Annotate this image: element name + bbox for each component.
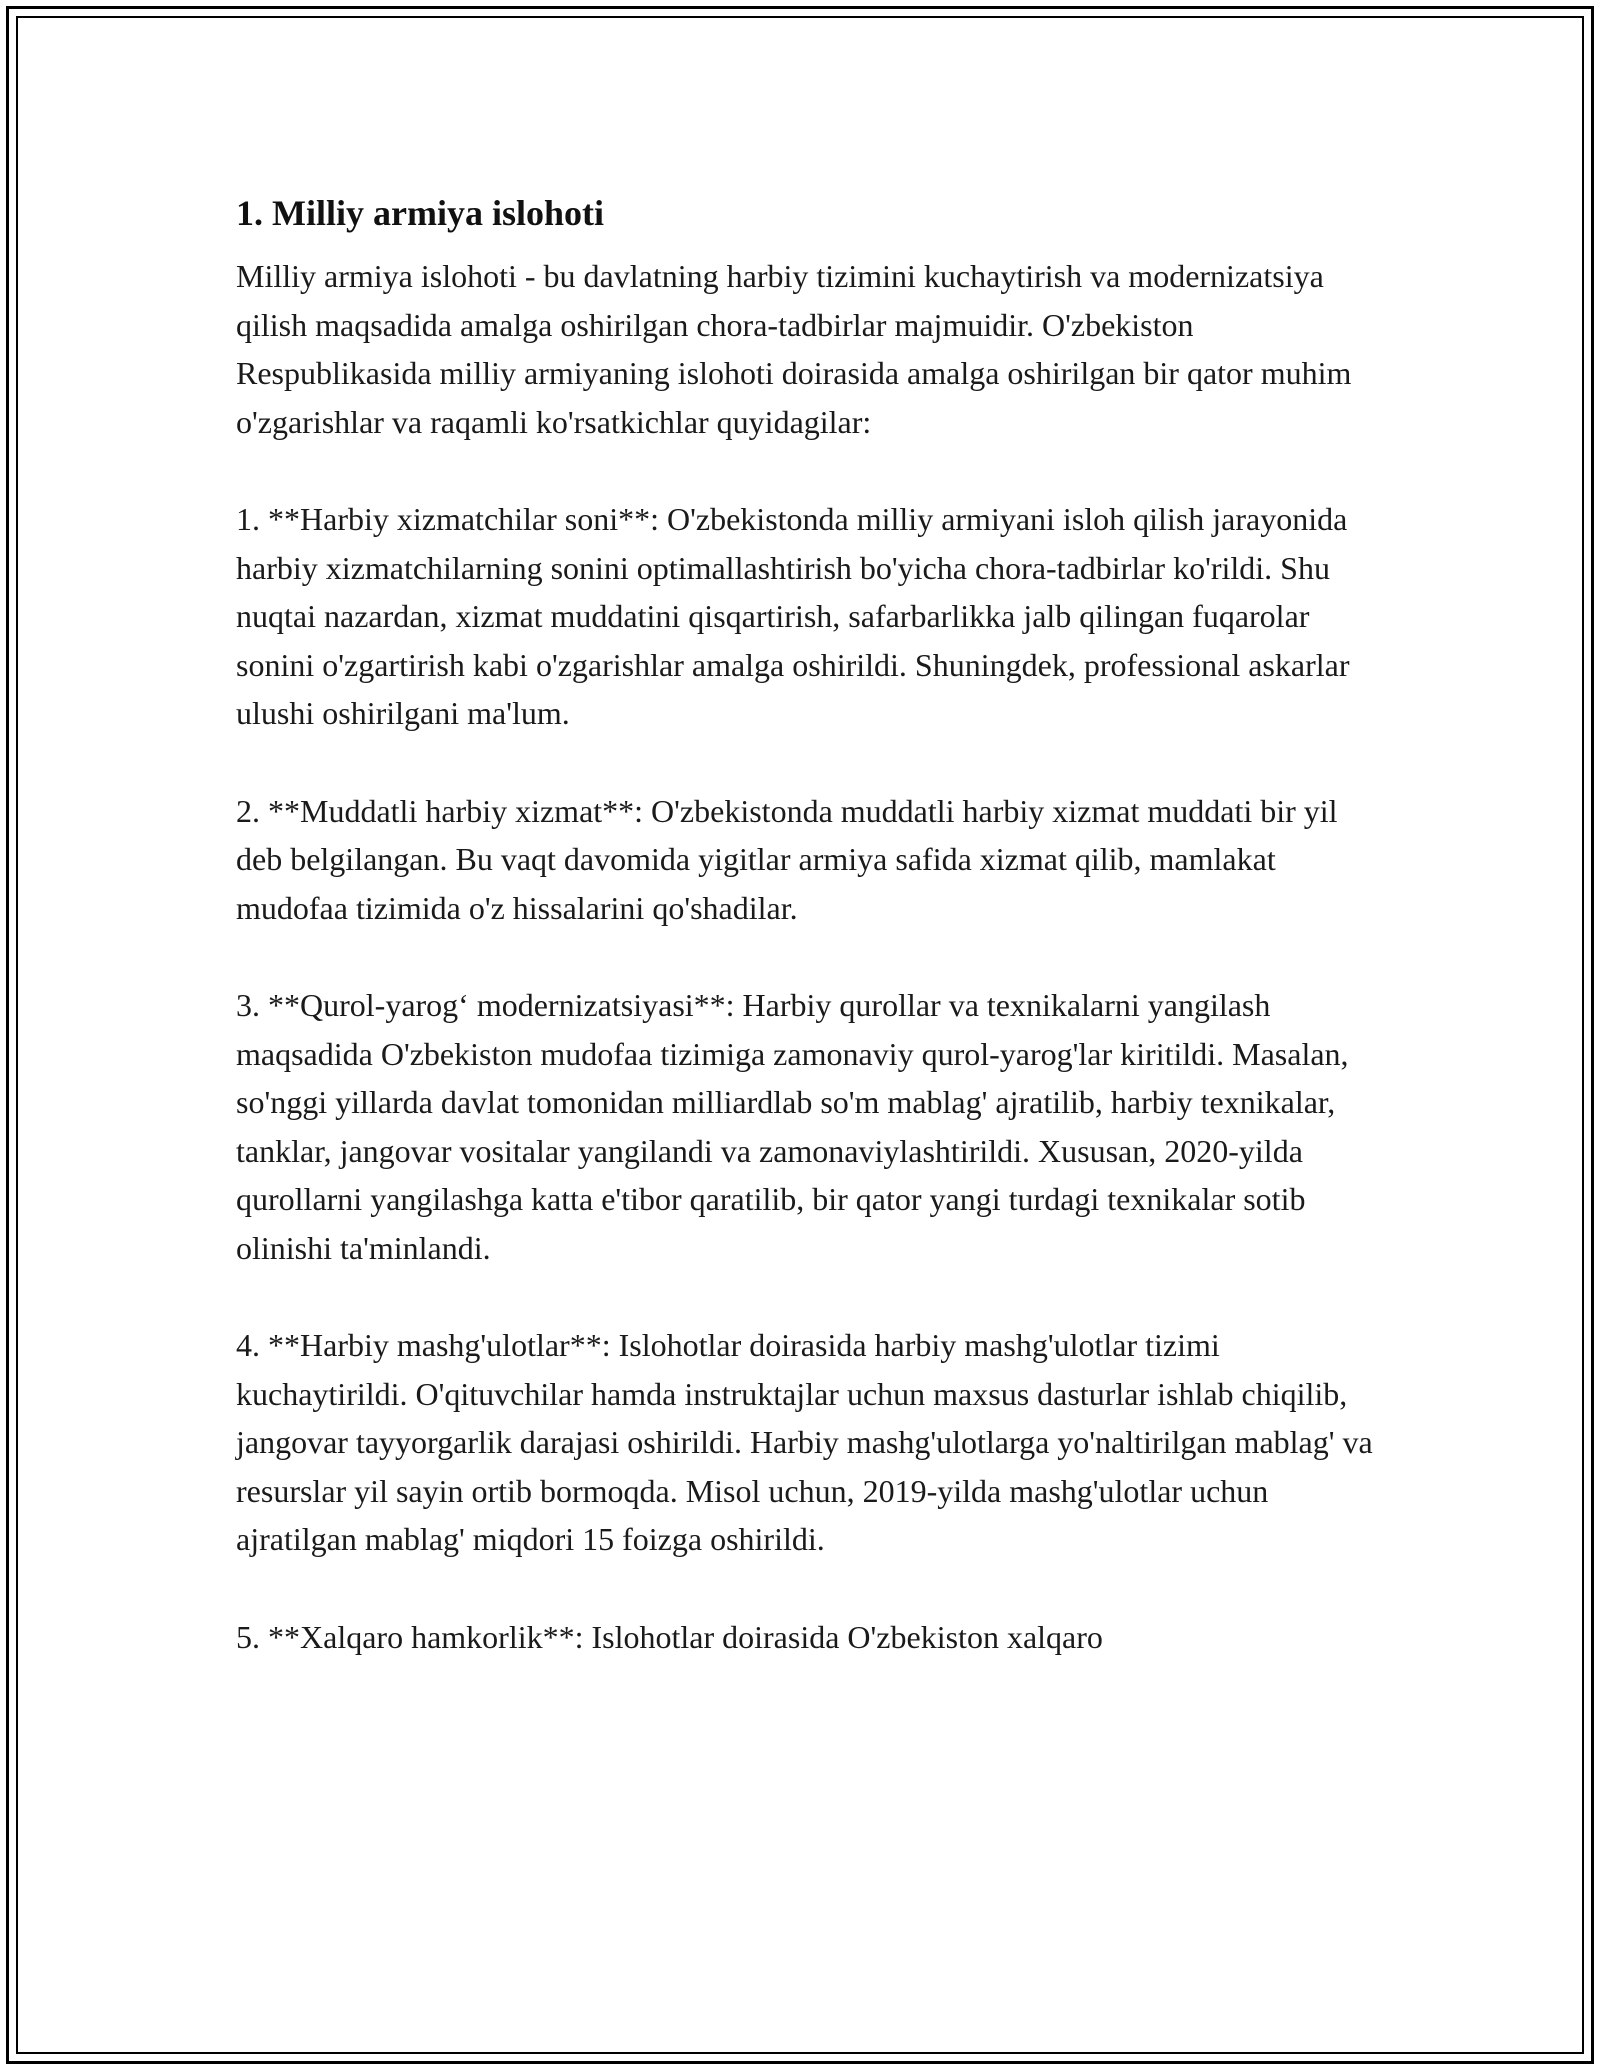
section-heading: 1. Milliy armiya islohoti bbox=[236, 193, 604, 233]
paragraph-international-cooperation: 5. **Xalqaro hamkorlik**: Islohotlar doirasida O'zbekiston xalqaro bbox=[236, 1618, 1103, 1655]
document-body bbox=[236, 180, 1386, 1710]
paragraph-conscript-service: 2. **Muddatli harbiy xizmat**: O'zbekistonda muddatli harbiy xizmat muddati bir yil deb belgilangan. Bu vaqt davomida yigitlar armiya safida xizmat qilib, mamlakat mudofaa tizimida o'z hissalarini qo'shadilar. bbox=[236, 792, 1338, 926]
paragraph-weapons-modernization: 3. **Qurol-yarog‘ modernizatsiyasi**: Harbiy qurollar va texnikalarni yangilash maqsadida O'zbekiston mudofaa tizimiga zamonaviy qurol-yarog'lar kiritildi. Masalan, so'nggi yillarda davlat tomonidan milliardlab so'm mablag' ajratilib, harbiy texnikalar, tanklar, jangovar vositalar yangilandi va zamonaviylashtirildi. Xususan, 2020-yilda qurollarni yangilashga katta e'tibor qaratilib, bir qator yangi turdagi texnikalar sotib olinishi ta'minlandi. bbox=[236, 987, 1349, 1266]
paragraph-military-personnel: 1. **Harbiy xizmatchilar soni**: O'zbekistonda milliy armiyani isloh qilish jarayonida harbiy xizmatchilarning sonini optimallashtirish bo'yicha chora-tadbirlar ko'rildi. Shu nuqtai nazardan, xizmat muddatini qisqartirish, safarbarlikka jalb qilingan fuqarolar sonini o'zgartirish kabi o'zgarishlar amalga oshirildi. Shuningdek, professional askarlar ulushi oshirilgani ma'lum. bbox=[236, 501, 1350, 731]
paragraph-military-training: 4. **Harbiy mashg'ulotlar**: Islohotlar doirasida harbiy mashg'ulotlar tizimi kuchaytirildi. O'qituvchilar hamda instruktajlar uchun maxsus dasturlar ishlab chiqilib, jangovar tayyorgarlik darajasi oshirildi. Harbiy mashg'ulotlarga yo'naltirilgan mablag' va resurslar yil sayin ortib bormoqda. Misol uchun, 2019-yilda mashg'ulotlar uchun ajratilgan mablag' miqdori 15 foizga oshirildi. bbox=[236, 1327, 1373, 1557]
intro-paragraph: Milliy armiya islohoti - bu davlatning harbiy tizimini kuchaytirish va modernizatsiya qilish maqsadida amalga oshirilgan chora-tadbirlar majmuidir. O'zbekiston Respublikasida milliy armiyaning islohoti doirasida amalga oshirilgan bir qator muhim o'zgarishlar va raqamli ko'rsatkichlar quyidagilar: bbox=[236, 258, 1352, 440]
